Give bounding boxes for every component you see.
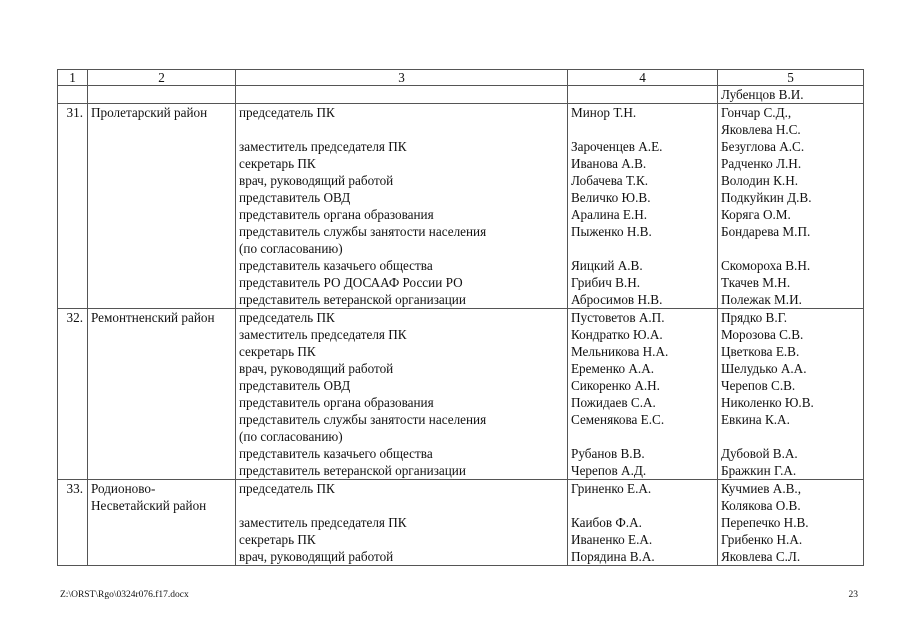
district-name xyxy=(88,104,236,309)
deputy-name: Дубовой В.А. xyxy=(721,446,798,461)
member-role-column xyxy=(236,309,568,480)
row-number: 32. xyxy=(58,309,88,480)
member-role: врач, руководящий работой xyxy=(239,173,394,188)
member-name: Еременко А.А. xyxy=(571,361,655,376)
member-role: секретарь ПК xyxy=(239,344,316,359)
member-name: Семенякова Е.С. xyxy=(571,412,665,427)
member-role-column xyxy=(236,104,568,309)
deputy-name-column xyxy=(718,480,864,566)
member-role: представитель казачьего общества xyxy=(239,258,433,273)
member-name: Рубанов В.В. xyxy=(571,446,645,461)
deputy-name xyxy=(721,240,860,257)
member-role: врач, руководящий работой xyxy=(239,549,394,564)
member-role: врач, руководящий работой xyxy=(239,361,394,376)
member-name xyxy=(571,497,714,514)
member-role: председатель ПК xyxy=(239,481,335,496)
member-role: председатель ПК xyxy=(239,105,335,120)
table-row xyxy=(58,104,864,309)
deputy-name: Колякова О.В. xyxy=(721,498,801,513)
deputy-name xyxy=(721,428,860,445)
district-name-line: Несветайский район xyxy=(91,498,207,513)
member-role: заместитель председателя ПК xyxy=(239,139,407,154)
continuation-deputy: Лубенцов В.И. xyxy=(718,86,864,104)
deputy-name: Коряга О.М. xyxy=(721,207,791,222)
district-name-line: Пролетарский район xyxy=(91,105,208,120)
member-role: секретарь ПК xyxy=(239,532,316,547)
member-name: Зароченцев А.Е. xyxy=(571,139,663,154)
deputy-name: Шелудько А.А. xyxy=(721,361,807,376)
member-name: Черепов А.Д. xyxy=(571,463,647,478)
member-name-column xyxy=(568,104,718,309)
district-name-line: Ремонтненский район xyxy=(91,310,215,325)
deputy-name: Кучмиев А.В., xyxy=(721,481,802,496)
member-role: председатель ПК xyxy=(239,310,335,325)
deputy-name: Прядко В.Г. xyxy=(721,310,788,325)
district-name xyxy=(88,480,236,566)
deputy-name: Радченко Л.Н. xyxy=(721,156,802,171)
header-row xyxy=(58,70,864,86)
member-role: представитель ОВД xyxy=(239,190,351,205)
member-name: Пустоветов А.П. xyxy=(571,310,665,325)
deputy-name: Бондарева М.П. xyxy=(721,224,811,239)
member-role: (по согласованию) xyxy=(239,429,343,444)
member-name: Гриненко Е.А. xyxy=(571,481,652,496)
row-number: 31. xyxy=(58,104,88,309)
deputy-name: Безуглова А.С. xyxy=(721,139,805,154)
member-role: представитель казачьего общества xyxy=(239,446,433,461)
member-name: Аралина Е.Н. xyxy=(571,207,648,222)
member-role-column xyxy=(236,480,568,566)
member-role: представитель ветеранской организации xyxy=(239,292,466,307)
footer-file-path: Z:\ORST\Rgo\0324r076.f17.docx xyxy=(60,590,189,600)
deputy-name: Яковлева Н.С. xyxy=(721,122,801,137)
deputy-name: Цветкова Е.В. xyxy=(721,344,800,359)
header-col-3: 3 xyxy=(236,70,568,86)
deputy-name: Бражкин Г.А. xyxy=(721,463,797,478)
deputy-name: Грибенко Н.А. xyxy=(721,532,803,547)
member-name: Грибич В.Н. xyxy=(571,275,641,290)
header-col-4: 4 xyxy=(568,70,718,86)
deputy-name: Полежак М.И. xyxy=(721,292,802,307)
deputy-name: Скомороха В.Н. xyxy=(721,258,811,273)
continuation-row xyxy=(58,86,864,104)
table-row xyxy=(58,309,864,480)
member-role xyxy=(239,121,564,138)
deputy-name: Гончар С.Д., xyxy=(721,105,792,120)
member-name xyxy=(571,240,714,257)
member-role: секретарь ПК xyxy=(239,156,316,171)
member-role: представитель службы занятости населения xyxy=(239,224,487,239)
member-role: представитель органа образования xyxy=(239,395,434,410)
deputy-name: Евкина К.А. xyxy=(721,412,790,427)
deputy-name: Перепечко Н.В. xyxy=(721,515,809,530)
member-name: Кондратко Ю.А. xyxy=(571,327,663,342)
member-role: представитель органа образования xyxy=(239,207,434,222)
member-role: представитель ветеранской организации xyxy=(239,463,466,478)
member-name: Иваненко Е.А. xyxy=(571,532,653,547)
member-name: Порядина В.А. xyxy=(571,549,655,564)
member-role: представитель РО ДОСААФ России РО xyxy=(239,275,463,290)
member-name: Сикоренко А.Н. xyxy=(571,378,660,393)
member-name-column xyxy=(568,309,718,480)
table-body xyxy=(58,86,864,566)
deputy-name: Подкуйкин Д.В. xyxy=(721,190,812,205)
deputy-name-column xyxy=(718,104,864,309)
member-role: заместитель председателя ПК xyxy=(239,515,407,530)
member-name: Величко Ю.В. xyxy=(571,190,651,205)
member-name xyxy=(571,121,714,138)
member-name: Абросимов Н.В. xyxy=(571,292,663,307)
member-name: Каибов Ф.А. xyxy=(571,515,642,530)
header-col-1: 1 xyxy=(58,70,88,86)
table-row xyxy=(58,480,864,566)
row-number: 33. xyxy=(58,480,88,566)
member-role: представитель ОВД xyxy=(239,378,351,393)
member-name: Мельникова Н.А. xyxy=(571,344,669,359)
header-col-5: 5 xyxy=(718,70,864,86)
member-role: представитель службы занятости населения xyxy=(239,412,487,427)
deputy-name-column xyxy=(718,309,864,480)
deputy-name: Черепов С.В. xyxy=(721,378,796,393)
member-name: Пыженко Н.В. xyxy=(571,224,652,239)
member-name: Яицкий А.В. xyxy=(571,258,643,273)
member-name: Минор Т.Н. xyxy=(571,105,637,120)
footer-page-number: 23 xyxy=(848,590,858,600)
deputy-name: Морозова С.В. xyxy=(721,327,804,342)
district-name xyxy=(88,309,236,480)
member-name: Иванова А.В. xyxy=(571,156,647,171)
member-name: Лобачева Т.К. xyxy=(571,173,649,188)
member-name: Пожидаев С.А. xyxy=(571,395,656,410)
member-role xyxy=(239,497,564,514)
district-name-line: Родионово- xyxy=(91,481,156,496)
header-col-2: 2 xyxy=(88,70,236,86)
deputy-name: Яковлева С.Л. xyxy=(721,549,801,564)
deputy-name: Николенко Ю.В. xyxy=(721,395,814,410)
deputy-name: Ткачев М.Н. xyxy=(721,275,791,290)
member-role: (по согласованию) xyxy=(239,241,343,256)
member-role: заместитель председателя ПК xyxy=(239,327,407,342)
member-name xyxy=(571,428,714,445)
deputy-name: Володин К.Н. xyxy=(721,173,799,188)
commission-table xyxy=(57,69,864,566)
member-name-column xyxy=(568,480,718,566)
